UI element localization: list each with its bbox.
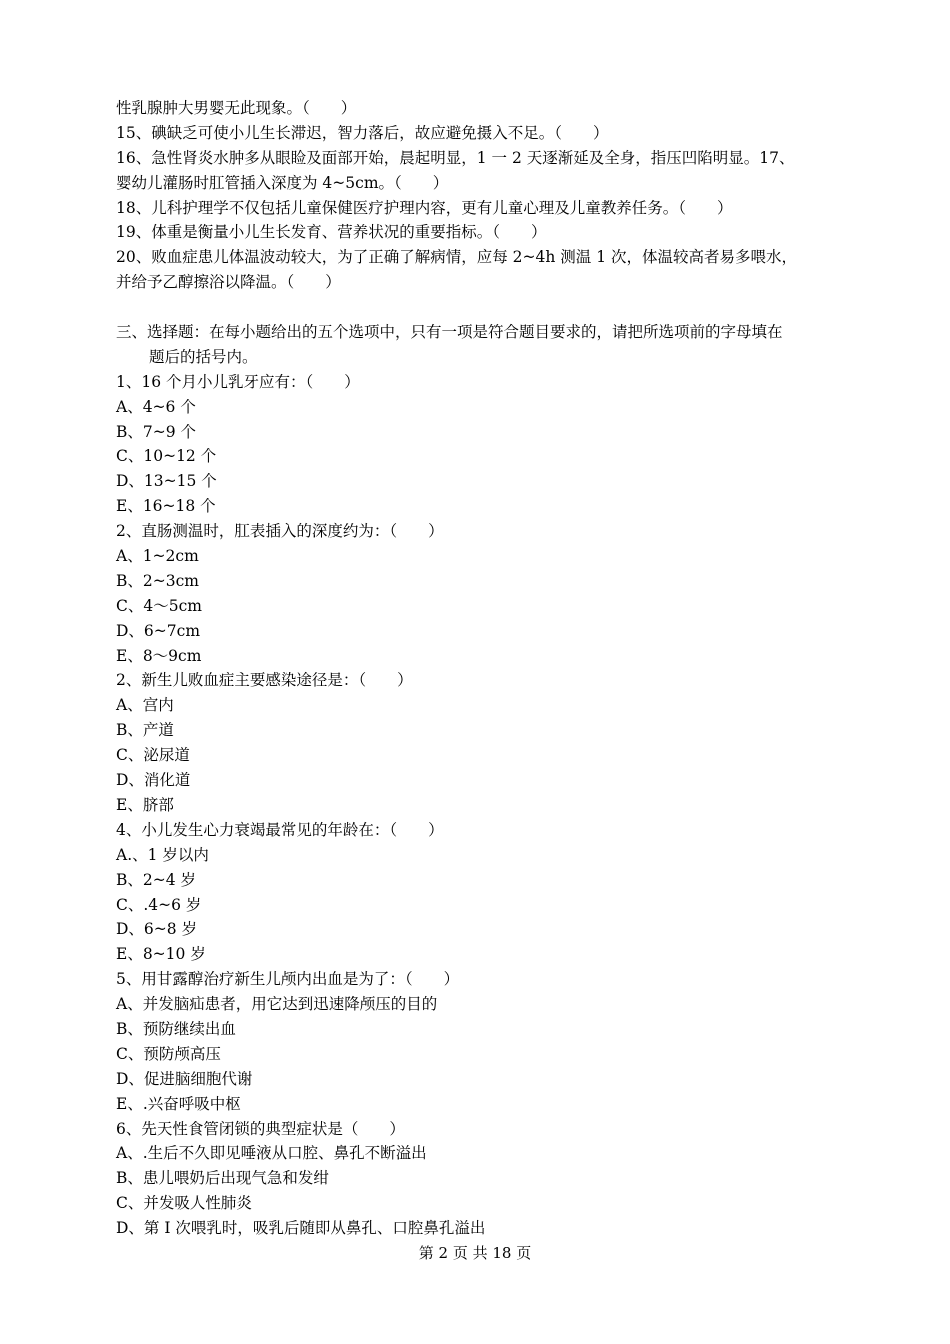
tf-item: 性乳腺肿大男婴无此现象。（ ） bbox=[116, 99, 357, 117]
tf-item: 20、败血症患儿体温波动较大，为了正确了解病情，应每 2~4h 测温 1 次，体温较高者易多喂水， bbox=[116, 248, 797, 267]
section-spacer bbox=[116, 295, 838, 320]
option-d: D、消化道 bbox=[116, 771, 191, 790]
page-content bbox=[116, 96, 838, 1241]
option-e: E、.兴奋呼吸中枢 bbox=[116, 1094, 241, 1113]
tf-item: 婴幼儿灌肠时肛管插入深度为 4~5cm。（ ） bbox=[116, 173, 449, 192]
option-a: A、4~6 个 bbox=[116, 397, 196, 416]
option-e: E、8～9cm bbox=[116, 646, 202, 665]
page-number-footer: 第 2 页 共 18 页 bbox=[418, 1244, 532, 1262]
option-a: A.、1 岁以内 bbox=[116, 845, 209, 864]
option-c: C、预防颅高压 bbox=[116, 1044, 221, 1063]
option-a: A、1~2cm bbox=[116, 547, 199, 566]
tf-item: 15、碘缺乏可使小儿生长滞迟，智力落后，故应避免摄入不足。（ ） bbox=[116, 123, 609, 142]
option-e: E、脐部 bbox=[116, 795, 174, 814]
question-text: 2、直肠测温时，肛表插入的深度约为：（ ） bbox=[116, 522, 444, 541]
option-e: E、8~10 岁 bbox=[116, 945, 206, 964]
option-d: D、第 I 次喂乳时，吸乳后随即从鼻孔、口腔鼻孔溢出 bbox=[116, 1219, 486, 1238]
question-text: 5、用甘露醇治疗新生儿颅内出血是为了：（ ） bbox=[116, 970, 460, 989]
question-text: 1、16 个月小儿乳牙应有：（ ） bbox=[116, 372, 360, 391]
question-text: 2、新生儿败血症主要感染途径是：（ ） bbox=[116, 671, 413, 690]
option-d: D、13~15 个 bbox=[116, 472, 217, 491]
tf-item: 并给予乙醇擦浴以降温。（ ） bbox=[116, 273, 341, 292]
section-heading: 三、选择题：在每小题给出的五个选项中，只有一项是符合题目要求的，请把所选项前的字母填在 bbox=[116, 323, 783, 342]
option-b: B、2~4 岁 bbox=[116, 870, 197, 889]
option-b: B、产道 bbox=[116, 721, 174, 740]
option-b: B、2~3cm bbox=[116, 571, 199, 590]
tf-item: 16、急性肾炎水肿多从眼睑及面部开始，晨起明显，1 一 2 天逐渐延及全身，指压凹陷明显。17、 bbox=[116, 148, 795, 167]
tf-item: 19、体重是衡量小儿生长发育、营养状况的重要指标。（ ） bbox=[116, 223, 547, 242]
option-b: B、7~9 个 bbox=[116, 422, 197, 441]
question-text: 4、小儿发生心力衰竭最常见的年龄在：（ ） bbox=[116, 820, 444, 839]
option-c: C、泌尿道 bbox=[116, 746, 190, 765]
option-a: A、并发脑疝患者，用它达到迅速降颅压的目的 bbox=[116, 995, 438, 1014]
question-text: 6、先天性食管闭锁的典型症状是（ ） bbox=[116, 1119, 405, 1138]
option-d: D、6~8 岁 bbox=[116, 920, 198, 939]
option-c: C、.4~6 岁 bbox=[116, 895, 202, 914]
option-c: C、4～5cm bbox=[116, 596, 202, 615]
option-c: C、并发吸人性肺炎 bbox=[116, 1194, 252, 1213]
section-heading-continued: 题后的括号内。 bbox=[149, 347, 258, 366]
option-a: A、.生后不久即见唾液从口腔、鼻孔不断溢出 bbox=[116, 1144, 427, 1163]
option-c: C、10~12 个 bbox=[116, 447, 217, 466]
option-d: D、6~7cm bbox=[116, 621, 201, 640]
option-d: D、促进脑细胞代谢 bbox=[116, 1069, 253, 1088]
tf-item: 18、儿科护理学不仅包括儿童保健医疗护理内容，更有儿童心理及儿童教养任务。（ ） bbox=[116, 198, 733, 217]
option-e: E、16~18 个 bbox=[116, 497, 216, 516]
option-b: B、患儿喂奶后出现气急和发绀 bbox=[116, 1169, 329, 1188]
option-b: B、预防继续出血 bbox=[116, 1019, 236, 1038]
option-a: A、宫内 bbox=[116, 696, 174, 715]
